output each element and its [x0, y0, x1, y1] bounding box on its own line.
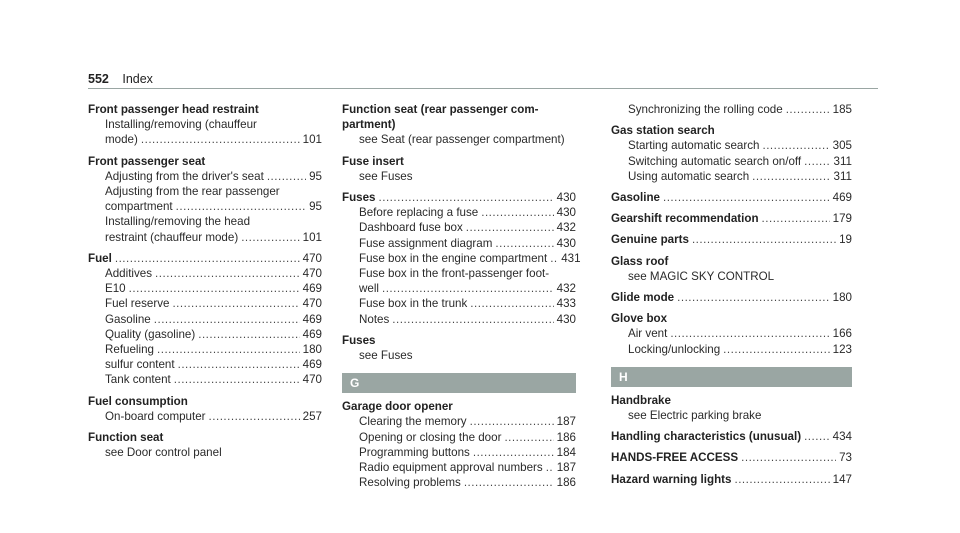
index-subentry — [88, 327, 322, 342]
index-subentry — [88, 266, 322, 281]
index-entry — [611, 472, 852, 487]
dot-leader — [466, 220, 554, 235]
dot-leader — [267, 169, 306, 184]
subentry-text: Using automatic search — [628, 169, 750, 183]
index-subentry — [342, 460, 576, 475]
index-entry-title-cont: partment) — [342, 118, 396, 132]
page-ref: 470 — [302, 373, 322, 387]
page-ref: 311 — [833, 169, 852, 183]
index-entry-title-row — [611, 429, 852, 444]
index-subentry — [611, 102, 852, 117]
index-entry-title-row — [342, 190, 576, 205]
index-entry — [611, 450, 852, 465]
index-entry-title: Function seat — [88, 431, 164, 445]
page-ref: 433 — [556, 297, 576, 311]
index-entry-title-row — [611, 232, 852, 247]
index-subentry — [342, 205, 576, 220]
index-subentry — [88, 132, 322, 147]
index-column-3 — [611, 102, 852, 487]
index-subentry — [611, 326, 852, 341]
index-subentry — [88, 342, 322, 357]
index-entry — [88, 251, 322, 388]
dot-leader — [692, 232, 836, 247]
subentry-text: Adjusting from the driver's seat — [105, 169, 264, 183]
see-reference-text: see Door control panel — [105, 446, 222, 460]
index-entry-title: Front passenger head restraint — [88, 103, 259, 116]
index-entry — [88, 102, 322, 148]
index-entry — [342, 399, 576, 490]
index-entry-title-row — [88, 251, 322, 266]
subentry-text: Fuse box in the front-passenger foot- — [359, 267, 550, 281]
index-subentry — [342, 475, 576, 490]
index-entry-title-row — [611, 123, 852, 138]
page-ref: 186 — [556, 476, 576, 490]
dot-leader — [762, 138, 829, 153]
subentry-text: Dashboard fuse box — [359, 221, 463, 235]
index-subentry — [88, 230, 322, 245]
dot-leader — [198, 327, 299, 342]
dot-leader — [241, 230, 299, 245]
index-entry — [88, 394, 322, 424]
subentry-text: sulfur content — [105, 358, 175, 372]
index-entry — [611, 211, 852, 226]
subentry-text: Synchronizing the rolling code — [628, 103, 783, 116]
index-subentry — [342, 220, 576, 235]
index-subentry — [88, 184, 322, 199]
index-entry-title: Hazard warning lights — [611, 472, 732, 486]
dot-leader — [752, 169, 830, 184]
index-entry-title: Glove box — [611, 312, 668, 326]
index-subentry — [88, 117, 322, 132]
subentry-text: Additives — [105, 267, 153, 281]
index-subentry — [342, 430, 576, 445]
dot-leader — [464, 475, 554, 490]
dot-leader — [546, 460, 554, 475]
index-entry-title-row — [611, 311, 852, 326]
index-subentry — [88, 357, 322, 372]
index-entry — [342, 102, 576, 148]
see-reference — [342, 169, 576, 184]
subentry-text: well — [359, 282, 379, 296]
index-entry-title-row — [342, 333, 576, 348]
index-entry-title-row — [611, 472, 852, 487]
subentry-text: Clearing the memory — [359, 415, 467, 429]
page-ref: 184 — [556, 445, 576, 459]
index-subentry — [611, 154, 852, 169]
subentry-text: Switching automatic search on/off — [628, 154, 802, 168]
dot-leader — [804, 429, 830, 444]
index-entry — [342, 190, 581, 327]
page-ref: 430 — [556, 206, 576, 220]
index-entry-title-row — [342, 399, 576, 414]
subentry-text: Refueling — [105, 343, 154, 357]
index-entry — [611, 190, 852, 205]
index-column-2 — [342, 102, 581, 490]
page-ref: 19 — [839, 233, 852, 247]
index-entry-title-row — [88, 430, 322, 445]
see-reference — [342, 132, 576, 147]
index-entry — [611, 123, 852, 184]
dot-leader — [470, 296, 553, 311]
index-subentry — [342, 251, 581, 266]
see-reference-text: see Fuses — [359, 169, 413, 183]
page-ref: 431 — [561, 251, 581, 265]
subentry-text: Opening or closing the door — [359, 430, 502, 444]
subentry-text: Fuse assignment diagram — [359, 236, 493, 250]
see-reference-text: see Fuses — [359, 349, 413, 363]
page-ref: 470 — [302, 251, 322, 265]
index-entry-title: HANDS-FREE ACCESS — [611, 451, 739, 465]
page-ref: 469 — [302, 312, 322, 326]
dot-leader — [174, 372, 300, 387]
index-entry-title: Fuse insert — [342, 154, 404, 168]
index-entry-title: Fuel — [88, 251, 112, 265]
see-reference — [88, 445, 322, 460]
index-entry-title: Gearshift recommendation — [611, 212, 759, 226]
see-reference — [611, 408, 852, 423]
index-entry-title: Gasoline — [611, 191, 660, 205]
index-subentry — [342, 266, 576, 281]
header-divider — [88, 88, 878, 89]
index-entry — [611, 254, 852, 284]
page-header — [88, 72, 153, 87]
index-subentry — [611, 169, 852, 184]
dot-leader — [178, 357, 300, 372]
index-entry-title-row — [88, 154, 322, 169]
page-ref: 95 — [309, 200, 322, 214]
dot-leader — [762, 211, 830, 226]
subentry-text: Before replacing a fuse — [359, 206, 479, 220]
index-column-1 — [88, 102, 322, 460]
dot-leader — [157, 342, 300, 357]
dot-leader — [677, 290, 830, 305]
see-reference-text: see Electric parking brake — [628, 409, 762, 423]
index-entry — [611, 393, 852, 423]
subentry-text: Starting automatic search — [628, 139, 760, 153]
dot-leader — [786, 102, 830, 117]
dot-leader — [504, 430, 553, 445]
subentry-text: mode) — [105, 133, 138, 147]
index-subentry — [611, 342, 852, 357]
subentry-text: Installing/removing the head — [105, 215, 251, 229]
subentry-text: Fuel reserve — [105, 297, 170, 311]
see-reference-text: see Seat (rear passenger compartment) — [359, 133, 565, 147]
page-ref: 432 — [556, 221, 576, 235]
page-ref: 432 — [556, 282, 576, 296]
subentry-text: Resolving problems — [359, 476, 461, 490]
dot-leader — [473, 445, 554, 460]
dot-leader — [392, 312, 553, 327]
index-subentry — [611, 138, 852, 153]
index-subentry — [88, 214, 322, 229]
dot-leader — [481, 205, 553, 220]
see-reference — [342, 348, 576, 363]
page-ref: 469 — [302, 358, 322, 372]
section-letter-h: H — [611, 367, 852, 387]
dot-leader — [741, 450, 836, 465]
subentry-text: Radio equipment approval numbers — [359, 461, 543, 475]
page-ref: 187 — [556, 461, 577, 475]
index-entry — [611, 232, 852, 247]
dot-leader — [382, 281, 554, 296]
subentry-text: compartment — [105, 200, 173, 214]
dot-leader — [141, 132, 300, 147]
section-letter-g: G — [342, 373, 576, 393]
index-subentry — [88, 409, 322, 424]
see-reference-text: see MAGIC SKY CONTROL — [628, 269, 775, 283]
page-title: Index — [122, 72, 153, 86]
index-entry-title-row — [611, 190, 852, 205]
dot-leader — [663, 190, 830, 205]
index-entry-title: Function seat (rear passenger com- — [342, 103, 539, 116]
index-subentry — [342, 414, 576, 429]
index-entry-title: Glide mode — [611, 291, 675, 305]
subentry-text: Tank content — [105, 373, 171, 387]
index-entry-title: Handling characteristics (unusual) — [611, 430, 802, 444]
index-entry-title: Gas station search — [611, 124, 715, 138]
index-entry — [611, 311, 852, 357]
subentry-text: Programming buttons — [359, 445, 470, 459]
page-number: 552 — [88, 72, 109, 86]
page-ref: 187 — [556, 415, 576, 429]
index-entry-title-row — [611, 254, 852, 269]
subentry-text: Adjusting from the rear passenger — [105, 185, 280, 199]
subentry-text: Installing/removing (chauffeur — [105, 118, 257, 132]
page-ref: 311 — [833, 154, 852, 168]
page-ref: 469 — [302, 282, 322, 296]
page-ref: 101 — [302, 230, 322, 244]
page-ref: 180 — [832, 291, 852, 305]
index-entry-title: Glass roof — [611, 254, 669, 268]
dot-leader — [129, 281, 300, 296]
subentry-text: Quality (gasoline) — [105, 327, 196, 341]
index-entry-title-row — [611, 450, 852, 465]
page-ref: 123 — [832, 342, 852, 356]
index-entry-title-row — [342, 154, 576, 169]
index-entry — [611, 290, 852, 305]
index-entry-title-row — [88, 102, 322, 117]
index-entry-title: Handbrake — [611, 393, 671, 407]
subentry-text: Fuse box in the trunk — [359, 297, 468, 311]
index-entry-title: Garage door opener — [342, 400, 453, 414]
index-entry — [88, 154, 322, 245]
page-ref: 469 — [832, 191, 852, 205]
dot-leader — [734, 472, 829, 487]
index-subentry — [88, 169, 322, 184]
page-ref: 101 — [302, 133, 322, 147]
index-subentry — [88, 199, 322, 214]
dot-leader — [172, 296, 299, 311]
index-entry-title: Fuses — [342, 333, 376, 347]
subentry-text: Fuse box in the engine compartment — [359, 251, 548, 265]
subentry-text: Gasoline — [105, 312, 151, 326]
dot-leader — [495, 236, 553, 251]
see-reference — [611, 269, 852, 284]
page-ref: 166 — [832, 327, 852, 341]
dot-leader — [550, 251, 558, 266]
page-ref: 470 — [302, 297, 322, 311]
index-subentry — [88, 372, 322, 387]
index-entry — [342, 333, 576, 363]
dot-leader — [154, 312, 300, 327]
index-entry-title-row — [611, 211, 852, 226]
page-ref: 430 — [556, 312, 576, 326]
index-subentry — [342, 296, 576, 311]
page-ref: 305 — [832, 139, 852, 153]
index-entry — [611, 429, 852, 444]
index-subentry — [342, 445, 576, 460]
subentry-text: E10 — [105, 282, 126, 296]
index-subentry — [88, 312, 322, 327]
index-entry — [88, 430, 322, 460]
page-ref: 73 — [839, 451, 852, 465]
page-ref: 430 — [556, 236, 576, 250]
page-ref: 186 — [556, 430, 576, 444]
index-subentry — [342, 312, 576, 327]
index-entry-title-row — [611, 290, 852, 305]
dot-leader — [804, 154, 830, 169]
index-subentry — [342, 236, 576, 251]
dot-leader — [470, 414, 554, 429]
index-entry — [611, 102, 852, 117]
subentry-text: Locking/unlocking — [628, 342, 721, 356]
dot-leader — [209, 409, 300, 424]
index-entry-title: Fuses — [342, 191, 376, 205]
index-entry-title-row — [342, 117, 576, 132]
index-entry-title-row — [88, 394, 322, 409]
index-entry-title-row — [342, 102, 576, 117]
page-ref: 469 — [302, 327, 322, 341]
subentry-text: On-board computer — [105, 409, 206, 423]
page-ref: 95 — [309, 169, 322, 183]
page-ref: 434 — [832, 430, 852, 444]
index-entry-title: Fuel consumption — [88, 394, 188, 408]
dot-leader — [723, 342, 829, 357]
page-ref: 180 — [302, 343, 322, 357]
dot-leader — [115, 251, 300, 266]
subentry-text: restraint (chauffeur mode) — [105, 230, 239, 244]
index-entry-title-row — [611, 393, 852, 408]
page-ref: 185 — [832, 103, 852, 116]
index-entry-title: Front passenger seat — [88, 154, 206, 168]
dot-leader — [176, 199, 306, 214]
subentry-text: Air vent — [628, 327, 668, 341]
subentry-text: Notes — [359, 312, 390, 326]
index-entry — [342, 154, 576, 184]
index-subentry — [88, 296, 322, 311]
dot-leader — [379, 190, 554, 205]
index-subentry — [88, 281, 322, 296]
index-subentry — [342, 281, 576, 296]
page-ref: 257 — [302, 409, 322, 423]
index-entry-title: Genuine parts — [611, 233, 689, 247]
dot-leader — [155, 266, 300, 281]
page-ref: 430 — [556, 191, 576, 205]
dot-leader — [670, 326, 829, 341]
page-ref: 147 — [832, 472, 852, 486]
page-ref: 179 — [832, 212, 852, 226]
page-ref: 470 — [302, 267, 322, 281]
